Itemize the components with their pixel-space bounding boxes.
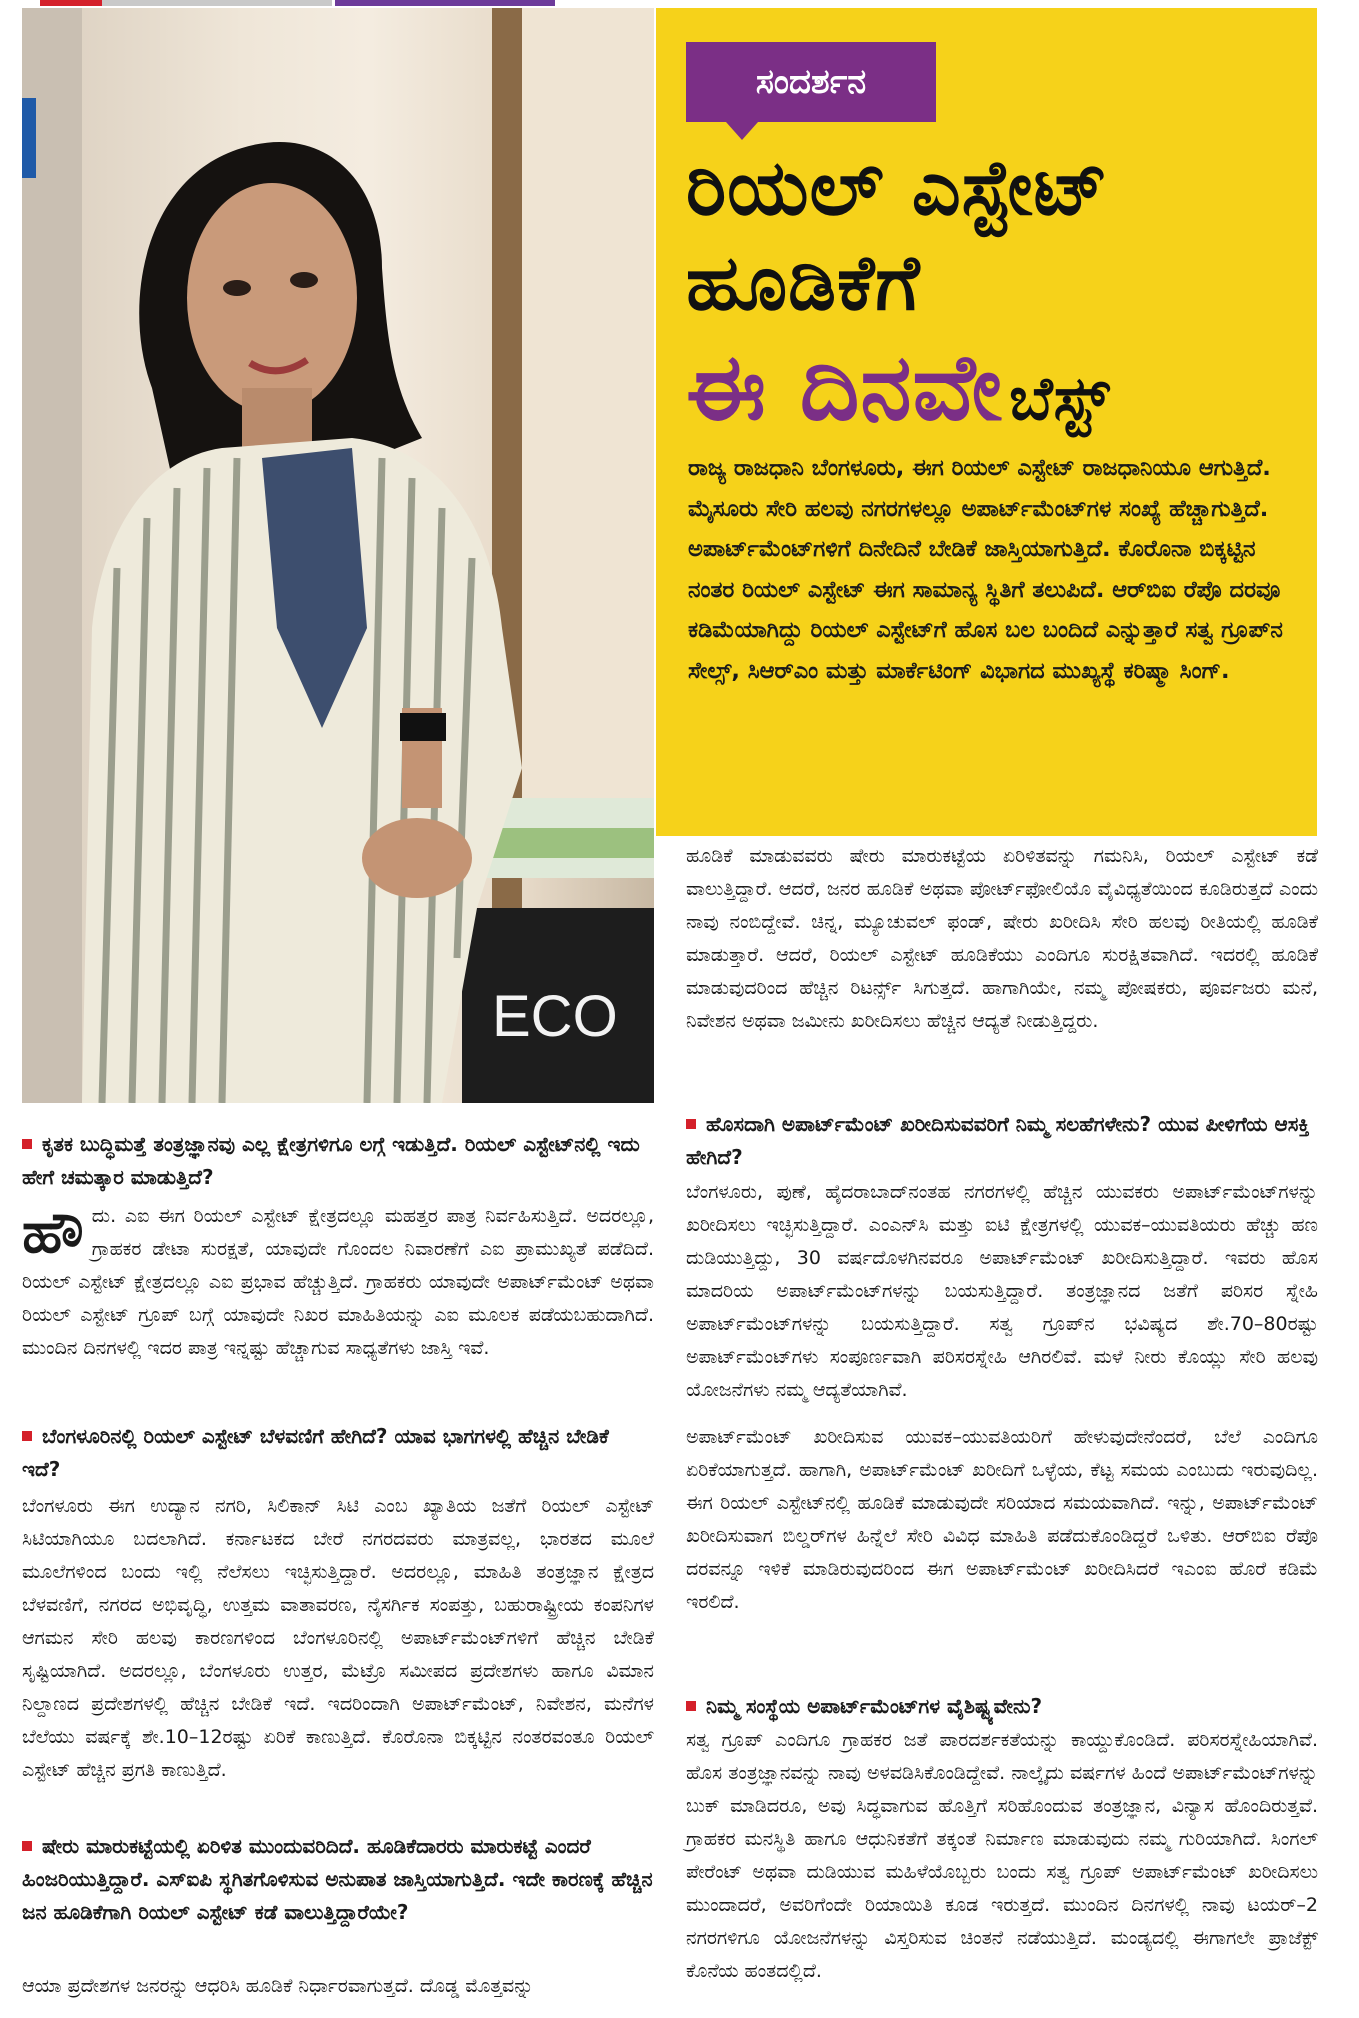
- headline-line-3: [686, 334, 1306, 464]
- bullet-square-icon: [22, 1431, 32, 1441]
- answer-3-start: ಆಯಾ ಪ್ರದೇಶಗಳ ಜನರನ್ನು ಆಧರಿಸಿ ಹೂಡಿಕೆ ನಿರ್ಧಾರವಾಗುತ್ತದೆ. ದೊಡ್ಡ ಮೊತ್ತವನ್ನು: [22, 1975, 534, 1997]
- answer-4: [686, 1176, 1318, 1633]
- answer-1: [22, 1200, 654, 1365]
- portrait-illustration: [22, 8, 654, 1103]
- bullet-square-icon: [22, 1139, 32, 1149]
- answer-2: ಬೆಂಗಳೂರು ಈಗ ಉದ್ಯಾನ ನಗರಿ, ಸಿಲಿಕಾನ್ ಸಿಟಿ ಎಂಬ ಖ್ಯಾತಿಯ ಜತೆಗೆ ರಿಯಲ್ ಎಸ್ಟೇಟ್ ಸಿಟಿಯಾಗಿಯೂ ಬದಲಾಗಿದೆ. ಕರ್ನಾಟಕದ ಬೇರೆ ನಗರದವರು ಮಾತ್ರವಲ್ಲ, ಭಾರತದ ಮೂಲೆ ಮೂಲೆಗಳಿಂದ ಬಂದು ಇಲ್ಲಿ ನೆಲೆಸಲು ಇಚ್ಛಿಸುತ್ತಿದ್ದಾರೆ. ಅದರಲ್ಲೂ, ಮಾಹಿತಿ ತಂತ್ರಜ್ಞಾನ ಕ್ಷೇತ್ರದ ಬೆಳವಣಿಗೆ, ನಗರದ ಅಭಿವೃದ್ಧಿ, ಉತ್ತಮ ವಾತಾವರಣ, ನೈಸರ್ಗಿಕ ಸಂಪತ್ತು, ಬಹುರಾಷ್ಟ್ರೀಯ ಕಂಪನಿಗಳ ಆಗಮನ ಸೇರಿ ಹಲವು ಕಾರಣಗಳಿಂದ ಬೆಂಗಳೂರಿನಲ್ಲಿ ಅಪಾರ್ಟ್‌ಮೆಂಟ್‌ಗಳಿಗೆ ಹೆಚ್ಚಿನ ಬೇಡಿಕೆ ಸೃಷ್ಟಿಯಾಗಿದೆ. ಅದರಲ್ಲೂ, ಬೆಂಗಳೂರು ಉತ್ತರ, ಮೆಟ್ರೊ ಸಮೀಪದ ಪ್ರದೇಶಗಳು ಹಾಗೂ ವಿಮಾನ ನಿಲ್ದಾಣದ ಪ್ರದೇಶಗಳಲ್ಲಿ ಹೆಚ್ಚಿನ ಬೇಡಿಕೆ ಇದೆ. ಇದರಿಂದಾಗಿ ಅಪಾರ್ಟ್‌ಮೆಂಟ್, ನಿವೇಶನ, ಮನೆಗಳ ಬೆಲೆಯು ವರ್ಷಕ್ಕೆ ಶೇ.10–12ರಷ್ಟು ಏರಿಕೆ ಕಾಣುತ್ತಿದೆ. ಕೊರೊನಾ ಬಿಕ್ಕಟ್ಟಿನ ನಂತರವಂತೂ ರಿಯಲ್ ಎಸ್ಟೇಟ್ ಹೆಚ್ಚಿನ ಪ್ರಗತಿ ಕಾಣುತ್ತಿದೆ.: [22, 1495, 654, 1781]
- answer-4-paragraph-1: ಬೆಂಗಳೂರು, ಪುಣೆ, ಹೈದರಾಬಾದ್‌ನಂತಹ ನಗರಗಳಲ್ಲಿ ಹೆಚ್ಚಿನ ಯುವಕರು ಅಪಾರ್ಟ್‌ಮೆಂಟ್‌ಗಳನ್ನು ಖರೀದಿಸಲು ಇಚ್ಛಿಸುತ್ತಿದ್ದಾರೆ. ಎಂಎನ್‌ಸಿ ಮತ್ತು ಐಟಿ ಕ್ಷೇತ್ರಗಳಲ್ಲಿ ಯುವಕ–ಯುವತಿಯರು ಹೆಚ್ಚು ಹಣ ದುಡಿಯುತ್ತಿದ್ದು, 30 ವರ್ಷದೊಳಗಿನವರೂ ಅಪಾರ್ಟ್‌ಮೆಂಟ್ ಖರೀದಿಸುತ್ತಿದ್ದಾರೆ. ಇವರು ಹೊಸ ಮಾದರಿಯ ಅಪಾರ್ಟ್‌ಮೆಂಟ್‌ಗಳನ್ನು ಬಯಸುತ್ತಿದ್ದಾರೆ. ತಂತ್ರಜ್ಞಾನದ ಜತೆಗೆ ಪರಿಸರ ಸ್ನೇಹಿ ಅಪಾರ್ಟ್‌ಮೆಂಟ್‌ಗಳನ್ನು ಬಯಸುತ್ತಿದ್ದಾರೆ. ಸತ್ವ ಗ್ರೂಪ್‌ನ ಭವಿಷ್ಯದ ಶೇ.70–80ರಷ್ಟು ಅಪಾರ್ಟ್‌ಮೆಂಟ್‌ಗಳು ಸಂಪೂರ್ಣವಾಗಿ ಪರಿಸರಸ್ನೇಹಿ ಆಗಿರಲಿವೆ. ಮಳೆ ನೀರು ಕೊಯ್ಲು ಸೇರಿ ಹಲವು ಯೋಜನೆಗಳು ನಮ್ಮ ಆದ್ಯತೆಯಾಗಿವೆ.: [686, 1181, 1318, 1401]
- question-2: [22, 1420, 654, 1486]
- dropcap: ಹೌ: [22, 1198, 84, 1266]
- question-5-text: ನಿಮ್ಮ ಸಂಸ್ಥೆಯ ಅಪಾರ್ಟ್‌ಮೆಂಟ್‌ಗಳ ವೈಶಿಷ್ಟ್ಯವೇನು?: [706, 1694, 1043, 1718]
- eco-sign: ECO: [492, 984, 618, 1049]
- intro-paragraph: ರಾಜ್ಯ ರಾಜಧಾನಿ ಬೆಂಗಳೂರು, ಈಗ ರಿಯಲ್ ಎಸ್ಟೇಟ್ ರಾಜಧಾನಿಯೂ ಆಗುತ್ತಿದೆ. ಮೈಸೂರು ಸೇರಿ ಹಲವು ನಗರಗಳಲ್ಲೂ ಅಪಾರ್ಟ್‌ಮೆಂಟ್‌ಗಳ ಸಂಖ್ಯೆ ಹೆಚ್ಚಾಗುತ್ತಿದೆ. ಅಪಾರ್ಟ್‌ಮೆಂಟ್‌ಗಳಿಗೆ ದಿನೇದಿನೆ ಬೇಡಿಕೆ ಜಾಸ್ತಿಯಾಗುತ್ತಿದೆ. ಕೊರೊನಾ ಬಿಕ್ಕಟ್ಟಿನ ನಂತರ ರಿಯಲ್ ಎಸ್ಟೇಟ್ ಈಗ ಸಾಮಾನ್ಯ ಸ್ಥಿತಿಗೆ ತಲುಪಿದೆ. ಆರ್‌ಬಿಐ ರೆಪೊ ದರವೂ ಕಡಿಮೆಯಾಗಿದ್ದು ರಿಯಲ್ ಎಸ್ಟೇಟ್‌ಗೆ ಹೊಸ ಬಲ ಬಂದಿದೆ ಎನ್ನುತ್ತಾರೆ ಸತ್ವ ಗ್ರೂಪ್‌ನ ಸೇಲ್ಸ್, ಸಿಆರ್‌ಎಂ ಮತ್ತು ಮಾರ್ಕೆಟಿಂಗ್ ವಿಭಾಗದ ಮುಖ್ಯಸ್ಥೆ ಕರಿಷ್ಮಾ ಸಿಂಗ್.: [688, 455, 1283, 684]
- section-tag: [686, 42, 936, 122]
- section-tag-label: ಸಂದರ್ಶನ: [755, 62, 867, 102]
- headline-highlight: ಈ ದಿನವೇ: [686, 334, 1003, 441]
- headline-line-3-rest: ಬೆಸ್ಟ್: [1009, 364, 1111, 434]
- question-4-text: ಹೊಸದಾಗಿ ಅಪಾರ್ಟ್‌ಮೆಂಟ್ ಖರೀದಿಸುವವರಿಗೆ ನಿಮ್ಮ ಸಲಹೆಗಳೇನು? ಯುವ ಪೀಳಿಗೆಯ ಆಸಕ್ತಿ ಹೇಗಿದೆ?: [686, 1112, 1310, 1169]
- portrait-photo: [22, 8, 654, 1103]
- question-4: [686, 1108, 1318, 1174]
- tag-pointer: [726, 122, 758, 140]
- answer-3-continued: ಹೂಡಿಕೆ ಮಾಡುವವರು ಷೇರು ಮಾರುಕಟ್ಟೆಯ ಏರಿಳಿತವನ್ನು ಗಮನಿಸಿ, ರಿಯಲ್ ಎಸ್ಟೇಟ್ ಕಡೆ ವಾಲುತ್ತಿದ್ದಾರೆ. ಆದರೆ, ಜನರ ಹೂಡಿಕೆ ಅಥವಾ ಪೋರ್ಟ್‌ಫೋಲಿಯೊ ವೈವಿಧ್ಯತೆಯಿಂದ ಕೂಡಿರುತ್ತದೆ ಎಂದು ನಾವು ನಂಬಿದ್ದೇವೆ. ಚಿನ್ನ, ಮ್ಯೂಚುವಲ್ ಫಂಡ್, ಷೇರು ಖರೀದಿಸಿ ಸೇರಿ ಹಲವು ರೀತಿಯಲ್ಲಿ ಹೂಡಿಕೆ ಮಾಡುತ್ತಾರೆ. ಆದರೆ, ರಿಯಲ್ ಎಸ್ಟೇಟ್ ಹೂಡಿಕೆಯು ಎಂದಿಗೂ ಸುರಕ್ಷಿತವಾಗಿದೆ. ಇದರಲ್ಲಿ ಹೂಡಿಕೆ ಮಾಡುವುದರಿಂದ ಹೆಚ್ಚಿನ ರಿಟರ್ನ್ಸ್ ಸಿಗುತ್ತದೆ. ಹಾಗಾಗಿಯೇ, ನಮ್ಮ ಪೋಷಕರು, ಪೂರ್ವಜರು ಮನೆ, ನಿವೇಶನ ಅಥವಾ ಜಮೀನು ಖರೀದಿಸಲು ಹೆಚ್ಚಿನ ಆದ್ಯತೆ ನೀಡುತ್ತಿದ್ದರು.: [686, 845, 1318, 1032]
- headline-line-1: ರಿಯಲ್ ಎಸ್ಟೇಟ್: [686, 143, 1109, 232]
- bullet-square-icon: [22, 1841, 32, 1851]
- bullet-square-icon: [686, 1701, 696, 1711]
- question-1-text: ಕೃತಕ ಬುದ್ಧಿಮತ್ತೆ ತಂತ್ರಜ್ಞಾನವು ಎಲ್ಲ ಕ್ಷೇತ್ರಗಳಿಗೂ ಲಗ್ಗೆ ಇಡುತ್ತಿದೆ. ರಿಯಲ್ ಎಸ್ಟೇಟ್‌ನಲ್ಲಿ ಇದು ಹೇಗೆ ಚಮತ್ಕಾರ ಮಾಡುತ್ತಿದೆ?: [22, 1132, 640, 1189]
- top-color-strip: [0, 0, 1359, 6]
- headline-line-2: ಹೂಡಿಕೆಗೆ: [686, 238, 921, 327]
- answer-1-text: ದು. ಎಐ ಈಗ ರಿಯಲ್ ಎಸ್ಟೇಟ್ ಕ್ಷೇತ್ರದಲ್ಲೂ ಮಹತ್ತರ ಪಾತ್ರ ನಿರ್ವಹಿಸುತ್ತಿದೆ. ಅದರಲ್ಲೂ, ಗ್ರಾಹಕರ ಡೇಟಾ ಸುರಕ್ಷತೆ, ಯಾವುದೇ ಗೊಂದಲ ನಿವಾರಣೆಗೆ ಎಐ ಪ್ರಾಮುಖ್ಯತೆ ಪಡೆದಿದೆ. ರಿಯಲ್ ಎಸ್ಟೇಟ್ ಕ್ಷೇತ್ರದಲ್ಲೂ ಎಐ ಪ್ರಭಾವ ಹೆಚ್ಚುತ್ತಿದೆ. ಗ್ರಾಹಕರು ಯಾವುದೇ ಅಪಾರ್ಟ್‌ಮೆಂಟ್ ಅಥವಾ ರಿಯಲ್ ಎಸ್ಟೇಟ್ ಗ್ರೂಪ್ ಬಗ್ಗೆ ಯಾವುದೇ ನಿಖರ ಮಾಹಿತಿಯನ್ನು ಎಐ ಮೂಲಕ ಪಡೆಯಬಹುದಾಗಿದೆ. ಮುಂದಿನ ದಿನಗಳಲ್ಲಿ ಇದರ ಪಾತ್ರ ಇನ್ನಷ್ಟು ಹೆಚ್ಚಾಗುವ ಸಾಧ್ಯತೆಗಳು ಜಾಸ್ತಿ ಇವೆ.: [22, 1205, 654, 1359]
- answer-4-paragraph-2: ಅಪಾರ್ಟ್‌ಮೆಂಟ್ ಖರೀದಿಸುವ ಯುವಕ–ಯುವತಿಯರಿಗೆ ಹೇಳುವುದೇನೆಂದರೆ, ಬೆಲೆ ಎಂದಿಗೂ ಏರಿಕೆಯಾಗುತ್ತದೆ. ಹಾಗಾಗಿ, ಅಪಾರ್ಟ್‌ಮೆಂಟ್ ಖರೀದಿಗೆ ಒಳ್ಳೆಯ, ಕೆಟ್ಟ ಸಮಯ ಎಂಬುದು ಇರುವುದಿಲ್ಲ. ಈಗ ರಿಯಲ್ ಎಸ್ಟೇಟ್‌ನಲ್ಲಿ ಹೂಡಿಕೆ ಮಾಡುವುದೇ ಸರಿಯಾದ ಸಮಯವಾಗಿದೆ. ಇನ್ನು, ಅಪಾರ್ಟ್‌ಮೆಂಟ್ ಖರೀದಿಸುವಾಗ ಬಿಲ್ಡರ್‌ಗಳ ಹಿನ್ನೆಲೆ ಸೇರಿ ವಿವಿಧ ಮಾಹಿತಿ ಪಡೆದುಕೊಂಡಿದ್ದರೆ ಒಳಿತು. ಆರ್‌ಬಿಐ ರೆಪೊ ದರವನ್ನೂ ಇಳಿಕೆ ಮಾಡಿರುವುದರಿಂದ ಈಗ ಅಪಾರ್ಟ್‌ಮೆಂಟ್ ಖರೀದಿಸಿದರೆ ಇಎಂಐ ಹೊರೆ ಕಡಿಮೆ ಇರಲಿದೆ.: [686, 1426, 1318, 1613]
- question-3-text: ಷೇರು ಮಾರುಕಟ್ಟೆಯಲ್ಲಿ ಏರಿಳಿತ ಮುಂದುವರಿದಿದೆ. ಹೂಡಿಕೆದಾರರು ಮಾರುಕಟ್ಟೆ ಎಂದರೆ ಹಿಂಜರಿಯುತ್ತಿದ್ದಾರೆ. ಎಸ್‌ಐಪಿ ಸ್ಥಗಿತಗೊಳಿಸುವ ಅನುಪಾತ ಜಾಸ್ತಿಯಾಗುತ್ತಿದೆ. ಇದೇ ಕಾರಣಕ್ಕೆ ಹೆಚ್ಚಿನ ಜನ ಹೂಡಿಕೆಗಾಗಿ ರಿಯಲ್ ಎಸ್ಟೇಟ್ ಕಡೆ ವಾಲುತ್ತಿದ್ದಾರೆಯೇ?: [22, 1834, 653, 1924]
- question-5: [686, 1690, 1318, 1723]
- question-1: [22, 1128, 654, 1194]
- headline-box: [656, 8, 1317, 836]
- answer-5: ಸತ್ವ ಗ್ರೂಪ್ ಎಂದಿಗೂ ಗ್ರಾಹಕರ ಜತೆ ಪಾರದರ್ಶಕತೆಯನ್ನು ಕಾಯ್ದುಕೊಂಡಿದೆ. ಪರಿಸರಸ್ನೇಹಿಯಾಗಿವೆ. ಹೊಸ ತಂತ್ರಜ್ಞಾನವನ್ನು ನಾವು ಅಳವಡಿಸಿಕೊಂಡಿದ್ದೇವೆ. ನಾಲ್ಕೈದು ವರ್ಷಗಳ ಹಿಂದೆ ಅಪಾರ್ಟ್‌ಮೆಂಟ್‌ಗಳನ್ನು ಬುಕ್ ಮಾಡಿದರೂ, ಅವು ಸಿದ್ಧವಾಗುವ ಹೊತ್ತಿಗೆ ಸರಿಹೊಂದುವ ತಂತ್ರಜ್ಞಾನ, ವಿನ್ಯಾಸ ಹೊಂದಿರುತ್ತವೆ. ಗ್ರಾಹಕರ ಮನಸ್ಥಿತಿ ಹಾಗೂ ಆಧುನಿಕತೆಗೆ ತಕ್ಕಂತೆ ನಿರ್ಮಾಣ ಮಾಡುವುದು ನಮ್ಮ ಗುರಿಯಾಗಿದೆ. ಸಿಂಗಲ್ ಪೇರೆಂಟ್ ಅಥವಾ ದುಡಿಯುವ ಮಹಿಳೆಯೊಬ್ಬರು ಬಂದು ಸತ್ವ ಗ್ರೂಪ್ ಅಪಾರ್ಟ್‌ಮೆಂಟ್ ಖರೀದಿಸಲು ಮುಂದಾದರೆ, ಅವರಿಗೆಂದೇ ರಿಯಾಯಿತಿ ಕೂಡ ಇರುತ್ತದೆ. ಮುಂದಿನ ದಿನಗಳಲ್ಲಿ ನಾವು ಟಯರ್–2 ನಗರಗಳಿಗೂ ಯೋಜನೆಗಳನ್ನು ವಿಸ್ತರಿಸುವ ಚಿಂತನೆ ನಡೆಯುತ್ತಿದೆ. ಮಂಡ್ಯದಲ್ಲಿ ಈಗಾಗಲೇ ಪ್ರಾಜೆಕ್ಟ್ ಕೊನೆಯ ಹಂತದಲ್ಲಿದೆ.: [686, 1729, 1318, 1982]
- question-3: [22, 1830, 654, 1929]
- bullet-square-icon: [686, 1119, 696, 1129]
- question-2-text: ಬೆಂಗಳೂರಿನಲ್ಲಿ ರಿಯಲ್ ಎಸ್ಟೇಟ್ ಬೆಳವಣಿಗೆ ಹೇಗಿದೆ? ಯಾವ ಭಾಗಗಳಲ್ಲಿ ಹೆಚ್ಚಿನ ಬೇಡಿಕೆ ಇದೆ?: [22, 1424, 609, 1481]
